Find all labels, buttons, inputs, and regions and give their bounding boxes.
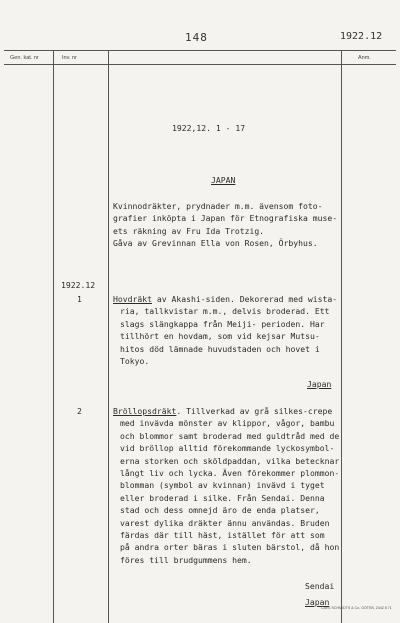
header-rule xyxy=(4,64,396,65)
entry-text-line: ria, tallkvistar m.m., delvis broderad. Ett xyxy=(120,306,330,317)
entry-place: Japan xyxy=(305,597,330,607)
entry-number: 1 xyxy=(77,294,82,304)
top-rule xyxy=(4,50,396,51)
country-heading: JAPAN xyxy=(211,175,236,185)
entry-text-line: blomman (symbol av kvinnan) invävd i tyget xyxy=(120,480,325,491)
entry-text-line: på andra orter bäras i sluten bärstol, då hon xyxy=(120,542,340,553)
entry-place: Japan xyxy=(307,379,332,389)
entry-text-line: hitos död lämnade huvudstaden och hovet i xyxy=(120,343,320,354)
entry-text-line: vid bröllop alltid förekommande lyckosymbol- xyxy=(120,443,335,454)
entry-text-line: stad och dess omnejd äro de enda platser, xyxy=(120,505,320,516)
entry-text-line: slags slängkappa från Meiji- perioden. Har xyxy=(120,318,325,329)
collection-description xyxy=(113,200,337,250)
entry-2-description xyxy=(113,405,339,566)
accession-number: 1922.12 xyxy=(61,280,96,290)
column-divider-gen-inv xyxy=(53,50,54,623)
entry-text-line: och blommor samt broderad med guldtråd med de xyxy=(120,430,340,441)
entry-text-line: föres till brudgummens hem. xyxy=(120,554,252,565)
description-line: ets räkning av Fru Ida Trotzig. xyxy=(113,225,265,236)
col-header-anm: Anm. xyxy=(358,55,371,61)
entry-text-line: långt liv och lycka. Även förekommer plommon- xyxy=(120,468,340,479)
description-line: grafier inköpta i Japan för Etnografiska muse- xyxy=(113,213,338,224)
entry-text-line: färdas där till häst, istället för att som xyxy=(120,530,325,541)
printer-mark: CARL SCHMIDTS & Co. GÖTEB. 2442 8 71 xyxy=(321,606,392,610)
description-line: Kvinnodräkter, prydnader m.m. ävensom foto- xyxy=(113,201,323,211)
entry-number: 2 xyxy=(77,406,82,416)
entry-text-line: tillhört en hovdam, som vid kejsar Mutsu- xyxy=(120,331,320,342)
entry-text: . Tillverkad av grå silkes-crepe xyxy=(176,406,333,416)
description-line: Gåva av Grevinnan Ella von Rosen, Örbyhus. xyxy=(113,238,318,249)
entry-title: Hovdräkt xyxy=(113,294,152,304)
col-header-gen-kat: Gen. kat. nr xyxy=(10,55,39,61)
col-header-inv: Inv. nr xyxy=(62,55,77,61)
entry-text-line: Tokyo. xyxy=(120,356,150,367)
entry-text-line: med invävda mönster av klippor, vågor, bambu xyxy=(120,418,335,429)
number-range: 1922,12. 1 - 17 xyxy=(172,123,246,133)
catalog-date: 1922.12 xyxy=(340,31,383,42)
entry-text: av Akashi-siden. Dekorerad med wista- xyxy=(151,294,338,304)
entry-text-line: varest dylika dräkter ännu användas. Bruden xyxy=(120,517,330,528)
column-divider-text-anm xyxy=(341,50,342,623)
entry-text-line: erna storken och sköldpaddan, vilka betecknar xyxy=(120,455,340,466)
page-number: 148 xyxy=(185,31,208,44)
entry-place: Sendai xyxy=(305,581,335,591)
entry-text-line: eller broderad i silke. Från Sendai. Denna xyxy=(120,492,325,503)
entry-title: Bröllopsdräkt xyxy=(113,406,177,416)
entry-1-description xyxy=(113,293,337,367)
column-divider-inv-text xyxy=(108,50,109,623)
